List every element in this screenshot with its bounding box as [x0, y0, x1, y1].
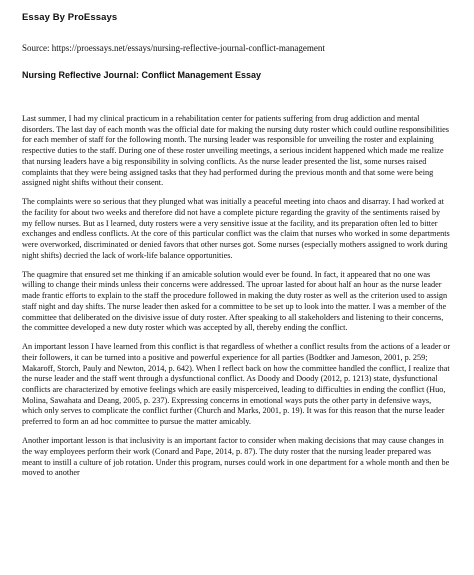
essay-header-title: Essay By ProEssays — [22, 12, 118, 23]
body-paragraph-1: Last summer, I had my clinical practicum in a rehabilitation center for patients suffering from drug addiction and mental disorders. The last day of each month was the official date for making the nursing duty roster which could outline responsibilities for each member of staff for the following month. The nursing leader was responsible for unveiling the roster and explaining respective duties to the staff. During one of these roster unveiling meetings, a serious incident happened which made me realize that nursing leaders have a big responsibility in solving conflicts. As the nurse leader presented the list, some nurses raised complaints that they were being assigned tasks that they had performed during the previous month and that some were being assigned night shifts without their consent. — [22, 114, 449, 188]
body-paragraph-3: The quagmire that ensured set me thinking if an amicable solution would ever be found. In fact, it appeared that no one was willing to change their minds unless their concerns were addressed. The uproar lasted for about half an hour as the nurse leader made frantic efforts to explain to the staff the procedure followed in making the duty roster as well as the criterion used to assign staff night and day shifts. The nurse leader then asked for a committee to be set up to look into the matter. I was a member of the committee that deliberated on the divisive issue of duty roster. After speaking to all stakeholders and listening to their concerns, the committee developed a new duty roster which was accepted by all, thereby ending the conflict. — [22, 269, 448, 333]
body-paragraph-2: The complaints were so serious that they plunged what was initially a peaceful meeting into chaos and disarray. I had worked at the facility for about two weeks and therefore did not have a complete picture regarding the gravity of the sentiments raised by my fellow nurses. But as I learned, duty rosters were a very sensitive issue at the facility, and its preparation often led to bitter exchanges and endless conflicts. At the core of this particular conflict was the claim that nurses who worked in some departments were overworked, discriminated or denied favors that other nurses got. Some nurses (especially mothers assigned to work during night shifts) decried the lack of work-life balance opportunities. — [22, 197, 450, 260]
body-paragraph-4: An important lesson I have learned from this conflict is that regardless of whether a conflict results from the actions of a leader or their followers, it can be turned into a positive and powerful experience for all parties (Bodtker and Jameson, 2001, p. 259; Makaroff, Storch, Pauly and Newton, 2014, p. 642). When I reflect back on how the committee handled the conflict, I realize that the nurse leader and the staff went through a dysfunctional conflict. As Doody and Doody (2012, p. 1213) state, dysfunctional conflicts are characterized by emotive feelings which are easily misperceived, leading to difficulties in ending the conflict (Huo, Molina, Sawahata and Deang, 2005, p. 237). Expressing concerns in emotional ways puts the other party in defensive ways, which only serves to complicate the conflict further (Church and Marks, 2001, p. 19). It was for this reason that the nurse leader preferred to form an ad hoc committee to pursue the matter amicably. — [22, 342, 451, 427]
body-paragraph-5: Another important lesson is that inclusivity is an important factor to consider when making decisions that may cause changes in the way employees perform their work (Conard and Pape, 2014, p. 87). The duty roster that the nursing leader prepared was meant to instill a culture of job rotation. Under this program, nurses could work in one department for a whole month and then be moved to another — [22, 436, 450, 478]
document-title: Nursing Reflective Journal: Conflict Management Essay — [22, 70, 262, 80]
source-line: Source: https://proessays.net/essays/nursing-reflective-journal-conflict-management — [22, 43, 325, 53]
document-body — [22, 114, 452, 487]
